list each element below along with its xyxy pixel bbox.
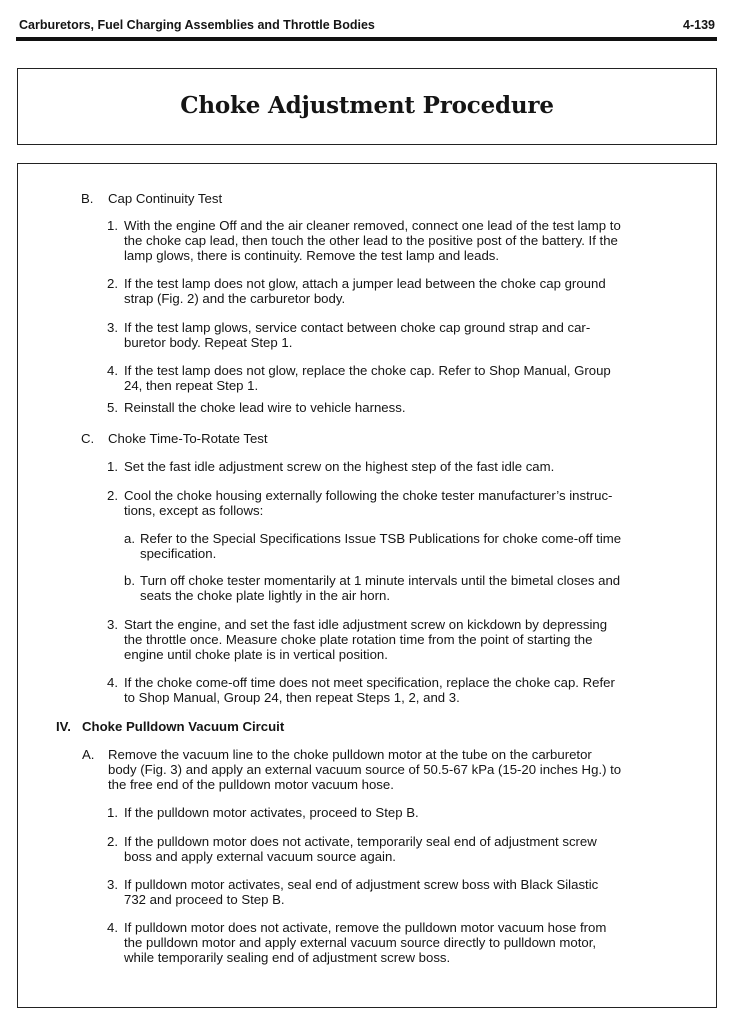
b2-number: 2.: [107, 276, 118, 291]
a4-line: If pulldown motor does not activate, remove the pulldown motor vacuum hose from: [124, 920, 607, 935]
b3-line: If the test lamp glows, service contact between choke cap ground strap and car-: [124, 320, 591, 335]
section-b-label: B.: [81, 191, 94, 206]
a4-line: the pulldown motor and apply external vacuum source directly to pulldown motor,: [124, 935, 597, 950]
c2a-letter: a.: [124, 531, 135, 546]
header-rule: [16, 37, 717, 41]
a3-line: 732 and proceed to Step B.: [124, 892, 285, 907]
section-c-title: Choke Time-To-Rotate Test: [108, 431, 268, 446]
b4-line: If the test lamp does not glow, replace the choke cap. Refer to Shop Manual, Group: [124, 363, 611, 378]
a1-line: If the pulldown motor activates, proceed to Step B.: [124, 805, 419, 820]
b5-line: Reinstall the choke lead wire to vehicle harness.: [124, 400, 406, 415]
c2b-line: seats the choke plate lightly in the air horn.: [140, 588, 390, 603]
b5-number: 5.: [107, 400, 118, 415]
title-box: [17, 68, 717, 145]
running-header: [19, 15, 715, 37]
b1-line: the choke cap lead, then touch the other lead to the positive post of the battery. If the: [124, 233, 618, 248]
section-b-title: Cap Continuity Test: [108, 191, 223, 206]
section-title: Carburetors, Fuel Charging Assemblies and Throttle Bodies: [19, 18, 375, 32]
b4-number: 4.: [107, 363, 118, 378]
section-iv-label: IV.: [56, 719, 71, 734]
c4-number: 4.: [107, 675, 118, 690]
section-c-label: C.: [81, 431, 95, 446]
b4-line: 24, then repeat Step 1.: [124, 378, 259, 393]
b1-line: With the engine Off and the air cleaner removed, connect one lead of the test lamp to: [124, 218, 621, 233]
c1-line: Set the fast idle adjustment screw on the highest step of the fast idle cam.: [124, 459, 555, 474]
c3-line: Start the engine, and set the fast idle adjustment screw on kickdown by depressing: [124, 617, 608, 632]
b1-number: 1.: [107, 218, 118, 233]
section-iv-title: Choke Pulldown Vacuum Circuit: [82, 719, 285, 734]
a2-line: boss and apply external vacuum source again.: [124, 849, 396, 864]
c2-line: Cool the choke housing externally following the choke tester manufacturer’s instruc-: [124, 488, 613, 503]
a3-line: If pulldown motor activates, seal end of adjustment screw boss with Black Silastic: [124, 877, 599, 892]
a3-number: 3.: [107, 877, 118, 892]
a4-line: while temporarily sealing end of adjustment screw boss.: [124, 950, 451, 965]
b1-line: lamp glows, there is continuity. Remove the test lamp and leads.: [124, 248, 500, 263]
a4-number: 4.: [107, 920, 118, 935]
c2b-line: Turn off choke tester momentarily at 1 minute intervals until the bimetal closes and: [140, 573, 621, 588]
c2a-line: Refer to the Special Specifications Issue TSB Publications for choke come-off time: [140, 531, 622, 546]
page-number: 4-139: [683, 18, 715, 32]
b2-line: If the test lamp does not glow, attach a jumper lead between the choke cap ground: [124, 276, 606, 291]
c3-number: 3.: [107, 617, 118, 632]
a-line: the free end of the pulldown motor vacuum hose.: [108, 777, 394, 792]
c3-line: the throttle once. Measure choke plate rotation time from the point of starting the: [124, 632, 593, 647]
b3-line: buretor body. Repeat Step 1.: [124, 335, 293, 350]
c1-number: 1.: [107, 459, 118, 474]
c4-line: to Shop Manual, Group 24, then repeat Steps 1, 2, and 3.: [124, 690, 460, 705]
c3-line: engine until choke plate is in vertical position.: [124, 647, 388, 662]
c4-line: If the choke come-off time does not meet specification, replace the choke cap. Refer: [124, 675, 615, 690]
b3-number: 3.: [107, 320, 118, 335]
a2-line: If the pulldown motor does not activate, temporarily seal end of adjustment screw: [124, 834, 597, 849]
section-a-label: A.: [82, 747, 95, 762]
a1-number: 1.: [107, 805, 118, 820]
b2-line: strap (Fig. 2) and the carburetor body.: [124, 291, 346, 306]
c2-line: tions, except as follows:: [124, 503, 264, 518]
c2b-letter: b.: [124, 573, 135, 588]
c2a-line: specification.: [140, 546, 217, 561]
c2-number: 2.: [107, 488, 118, 503]
a-line: Remove the vacuum line to the choke pulldown motor at the tube on the carburetor: [108, 747, 592, 762]
page-title: Choke Adjustment Procedure: [180, 92, 554, 119]
a-line: body (Fig. 3) and apply an external vacuum source of 50.5-67 kPa (15-20 inches Hg.) to: [108, 762, 622, 777]
a2-number: 2.: [107, 834, 118, 849]
